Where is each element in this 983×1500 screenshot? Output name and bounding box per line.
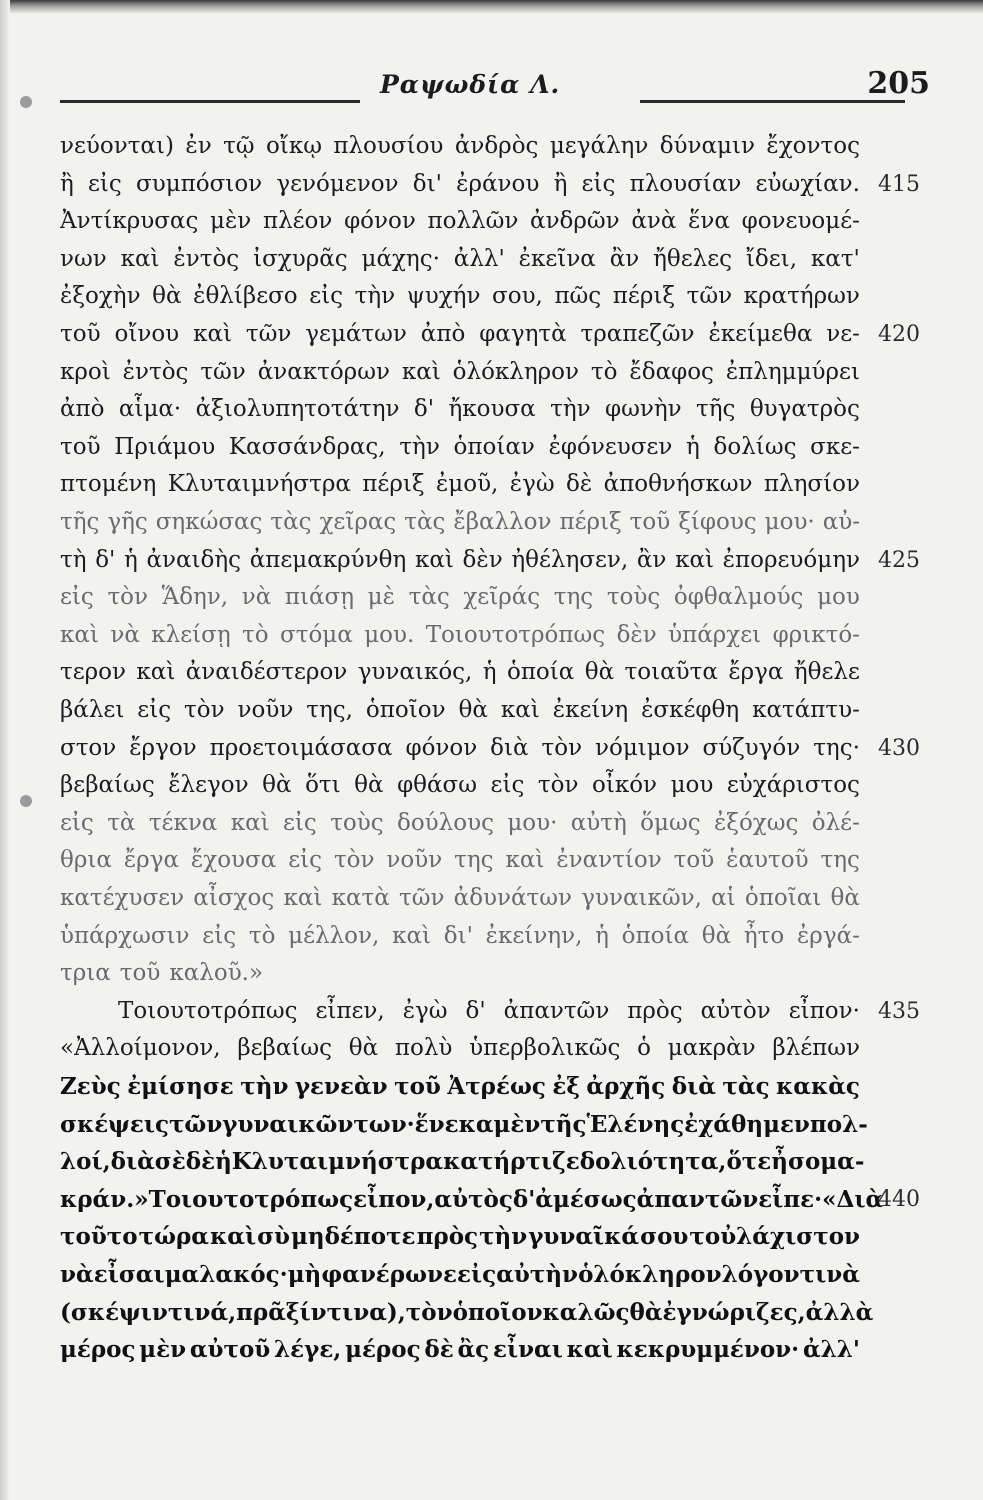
scan-top-edge [0,0,983,14]
verse-line-number: 440 [878,1186,920,1212]
text-line: μέρος μὲν αὐτοῦ λέγε, μέρος δὲ ἂς εἶναι καὶ κεκρυμμένον· ἀλλ' [60,1336,860,1364]
text-line: κράν.» Τοιουτοτρόπως εἶπον, αὐτὸς δ' ἀμέσως ἀπαντῶν εἶπε· «Διὰ [60,1185,884,1213]
text-line: σκέψεις τῶν γυναικῶν των· ἕνεκα μὲν τῆς Ἑλένης ἐχάθημεν πολ- [60,1110,868,1138]
text-line: πτομένη Κλυταιμνήστρα πέριξ ἐμοῦ, ἐγὼ δὲ ἀποθνήσκων πλησίον [60,471,860,498]
text-line: τῆς γῆς σηκώσας τὰς χεῖρας τὰς ἔβαλλον πέριξ τοῦ ξίφους μου· αὐ- [60,509,860,535]
text-line: «Ἀλλοίμονον, βεβαίως θὰ πολὺ ὑπερβολικῶς ὁ μακρὰν βλέπων [60,1035,860,1062]
header-rule-right [640,100,905,103]
text-line: Τοιουτοτρόπως εἶπεν, ἐγὼ δ' ἀπαντῶν πρὸς αὐτὸν εἶπον· [118,997,860,1024]
text-line: ὑπάρχωσιν εἰς τὸ μέλλον, καὶ δι' ἐκείνην, ἡ ὁποία θὰ ἦτο ἐργά- [60,922,860,949]
text-line: ἢ εἰς συμπόσιον γενόμενον δι' ἐράνου ἢ εἰς πλουσίαν εὐωχίαν. [60,170,860,197]
header-rule-left [60,100,360,103]
text-line: νων καὶ ἐντὸς ἰσχυρᾶς μάχης· ἀλλ' ἐκεῖνα ἂν ἤθελες ἴδει, κατ' [60,245,860,272]
verse-line-number: 420 [878,322,920,347]
scan-left-edge [0,0,10,1500]
text-line: Ζεὺς ἐμίσησε τὴν γενεὰν τοῦ Ἀτρέως ἐξ ἀρχῆς διὰ τὰς κακὰς [60,1073,860,1100]
text-line: θρια ἔργα ἔχουσα εἰς τὸν νοῦν της καὶ ἐναντίον τοῦ ἑαυτοῦ της [60,847,860,874]
text-line: στον ἔργον προετοιμάσασα φόνον διὰ τὸν νόμιμον σύζυγόν της· [60,734,860,761]
text-line: βεβαίως ἔλεγον θὰ ὅτι θὰ φθάσω εἰς τὸν οἶκόν μου εὐχάριστος [60,772,860,799]
verse-line-number: 435 [878,998,920,1024]
text-line: βάλει εἰς τὸν νοῦν της, ὁποῖον θὰ καὶ ἐκείνη ἐσκέφθη κατάπτυ- [60,697,860,723]
text-line: τοῦ Πριάμου Κασσάνδρας, τὴν ὁποίαν ἐφόνευσεν ἡ δολίως σκε- [60,433,860,460]
text-line: εἰς τὰ τέκνα καὶ εἰς τοὺς δούλους μου· αὐτὴ ὅμως ἐξόχως ὀλέ- [60,809,860,836]
text-line: τερον καὶ ἀναιδέστερον γυναικός, ἡ ὁποία θὰ τοιαῦτα ἔργα ἤθελε [60,659,860,686]
text-line: ἐξοχὴν θὰ ἐθλίβεσο εἰς τὴν ψυχήν σου, πῶς πέριξ τῶν κρατήρων [60,283,860,310]
text-line: κροὶ ἐντὸς τῶν ἀνακτόρων καὶ ὁλόκληρον τὸ ἔδαφος ἐπλημμύρει [60,358,860,385]
text-line: νὰ εἶσαι μαλακός· μὴ φανέρωνε εἰς αὐτὴν ὁλόκληρον λόγον τινὰ [60,1261,860,1288]
text-line: τοῦτο τώρα καὶ σὺ μηδέποτε πρὸς τὴν γυναῖκά σου τοὐλάχιστον [60,1223,860,1251]
text-line: εἰς τὸν Ἅδην, νὰ πιάσῃ μὲ τὰς χεῖράς της τοὺς ὀφθαλμούς μου [60,584,860,611]
verse-line-number: 415 [878,171,920,197]
text-line: Ἀντίκρυσας μὲν πλέον φόνον πολλῶν ἀνδρῶν ἀνὰ ἕνα φονευομέ- [60,208,860,235]
text-line: ἀπὸ αἷμα· ἀξιολυπητοτάτην δ' ἤκουσα τὴν φωνὴν τῆς θυγατρὸς [60,396,860,423]
text-line: τρια τοῦ καλοῦ.» [60,960,264,987]
text-line: νεύονται) ἐν τῷ οἴκῳ πλουσίου ἀνδρὸς μεγάλην δύναμιν ἔχοντος [60,133,860,159]
text-line: λοί, διὰ σὲ δὲ ἡ Κλυταιμνήστρα κατήρτιζε δολιότητα, ὅτε ἦσο μα- [60,1148,865,1176]
binding-hole [20,795,32,807]
verse-line-number: 425 [878,547,920,573]
text-line: καὶ νὰ κλείσῃ τὸ στόμα μου. Τοιουτοτρόπως δὲν ὑπάρχει φρικτό- [60,621,860,648]
verse-line-number: 430 [878,735,920,761]
text-line: τὴ δ' ἡ ἀναιδὴς ἀπεμακρύνθη καὶ δὲν ἠθέλησεν, ἂν καὶ ἐπορευόμην [60,546,860,573]
page-header [60,60,930,114]
text-line: κατέχυσεν αἶσχος καὶ κατὰ τῶν ἀδυνάτων γυναικῶν, αἱ ὁποῖαι θὰ [60,885,860,911]
page-number: 205 [867,66,930,101]
chapter-title: Ραψωδία Λ. [380,70,561,99]
text-line: (σκέψιν τινά, πρᾶξίν τινα), τὸν ὁποῖον καλῶς θὰ ἐγνώριζες, ἀλλὰ [60,1298,874,1326]
binding-hole [20,96,32,108]
text-line: τοῦ οἴνου καὶ τῶν γεμάτων ἀπὸ φαγητὰ τραπεζῶν ἐκείμεθα νε- [60,321,860,347]
